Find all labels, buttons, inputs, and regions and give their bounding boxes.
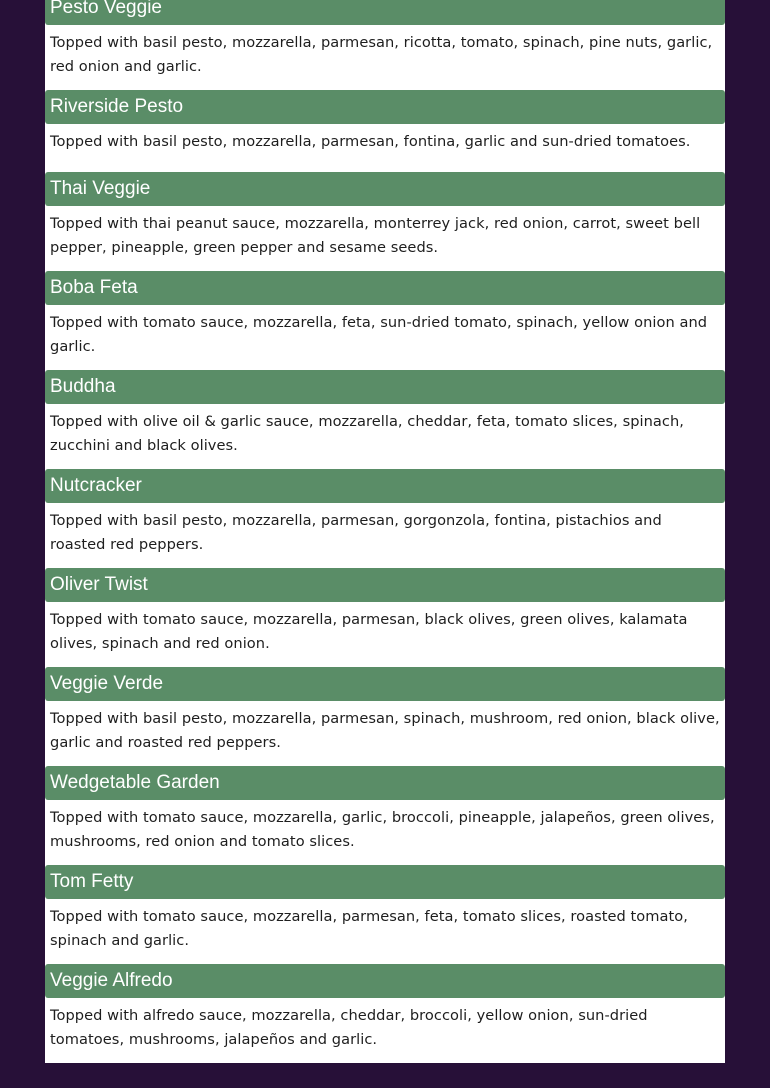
menu-item-title: Pesto Veggie xyxy=(45,0,725,25)
menu-item-description: Topped with alfredo sauce, mozzarella, cheddar, broccoli, yellow onion, sun-dried tomatoes, mushrooms, jalapeños and garlic. xyxy=(50,1007,648,1048)
menu-item xyxy=(45,172,725,271)
menu-item-description: Topped with tomato sauce, mozzarella, garlic, broccoli, pineapple, jalapeños, green olives, mushrooms, red onion and tomato slices. xyxy=(50,809,715,850)
menu-item-description: Topped with basil pesto, mozzarella, parmesan, fontina, garlic and sun-dried tomatoes. xyxy=(50,133,691,150)
menu-item-title: Oliver Twist xyxy=(45,568,725,602)
menu-item-title: Nutcracker xyxy=(45,469,725,503)
menu-item xyxy=(45,469,725,568)
menu-item-description: Topped with olive oil & garlic sauce, mozzarella, cheddar, feta, tomato slices, spinach, zucchini and black olives. xyxy=(50,413,684,454)
menu-item xyxy=(45,865,725,964)
menu-item-description: Topped with tomato sauce, mozzarella, feta, sun-dried tomato, spinach, yellow onion and garlic. xyxy=(50,314,708,355)
menu-item xyxy=(45,370,725,469)
menu-item-description: Topped with thai peanut sauce, mozzarella, monterrey jack, red onion, carrot, sweet bell pepper, pineapple, green pepper and sesame seeds. xyxy=(50,215,701,256)
menu-item-description: Topped with basil pesto, mozzarella, parmesan, gorgonzola, fontina, pistachios and roasted red peppers. xyxy=(50,512,662,553)
menu-item xyxy=(45,0,725,90)
menu-item-title: Veggie Verde xyxy=(45,667,725,701)
menu-item-title: Tom Fetty xyxy=(45,865,725,899)
menu-item-title: Buddha xyxy=(45,370,725,404)
menu-item xyxy=(45,271,725,370)
menu-item xyxy=(45,667,725,766)
menu-item-description: Topped with tomato sauce, mozzarella, parmesan, black olives, green olives, kalamata olives, spinach and red onion. xyxy=(50,611,688,652)
menu-item-description: Topped with basil pesto, mozzarella, parmesan, spinach, mushroom, red onion, black olive, garlic and roasted red peppers. xyxy=(50,710,720,751)
menu-item-description: Topped with tomato sauce, mozzarella, parmesan, feta, tomato slices, roasted tomato, spinach and garlic. xyxy=(50,908,688,949)
menu-item xyxy=(45,964,725,1063)
menu-item-description: Topped with basil pesto, mozzarella, parmesan, ricotta, tomato, spinach, pine nuts, garlic, red onion and garlic. xyxy=(50,34,713,75)
menu-item-title: Thai Veggie xyxy=(45,172,725,206)
menu-item xyxy=(45,766,725,865)
pizza-menu-list xyxy=(45,0,725,1063)
menu-item-title: Riverside Pesto xyxy=(45,90,725,124)
menu-item-title: Boba Feta xyxy=(45,271,725,305)
menu-item xyxy=(45,568,725,667)
menu-item-title: Veggie Alfredo xyxy=(45,964,725,998)
menu-item-title: Wedgetable Garden xyxy=(45,766,725,800)
menu-item xyxy=(45,90,725,172)
